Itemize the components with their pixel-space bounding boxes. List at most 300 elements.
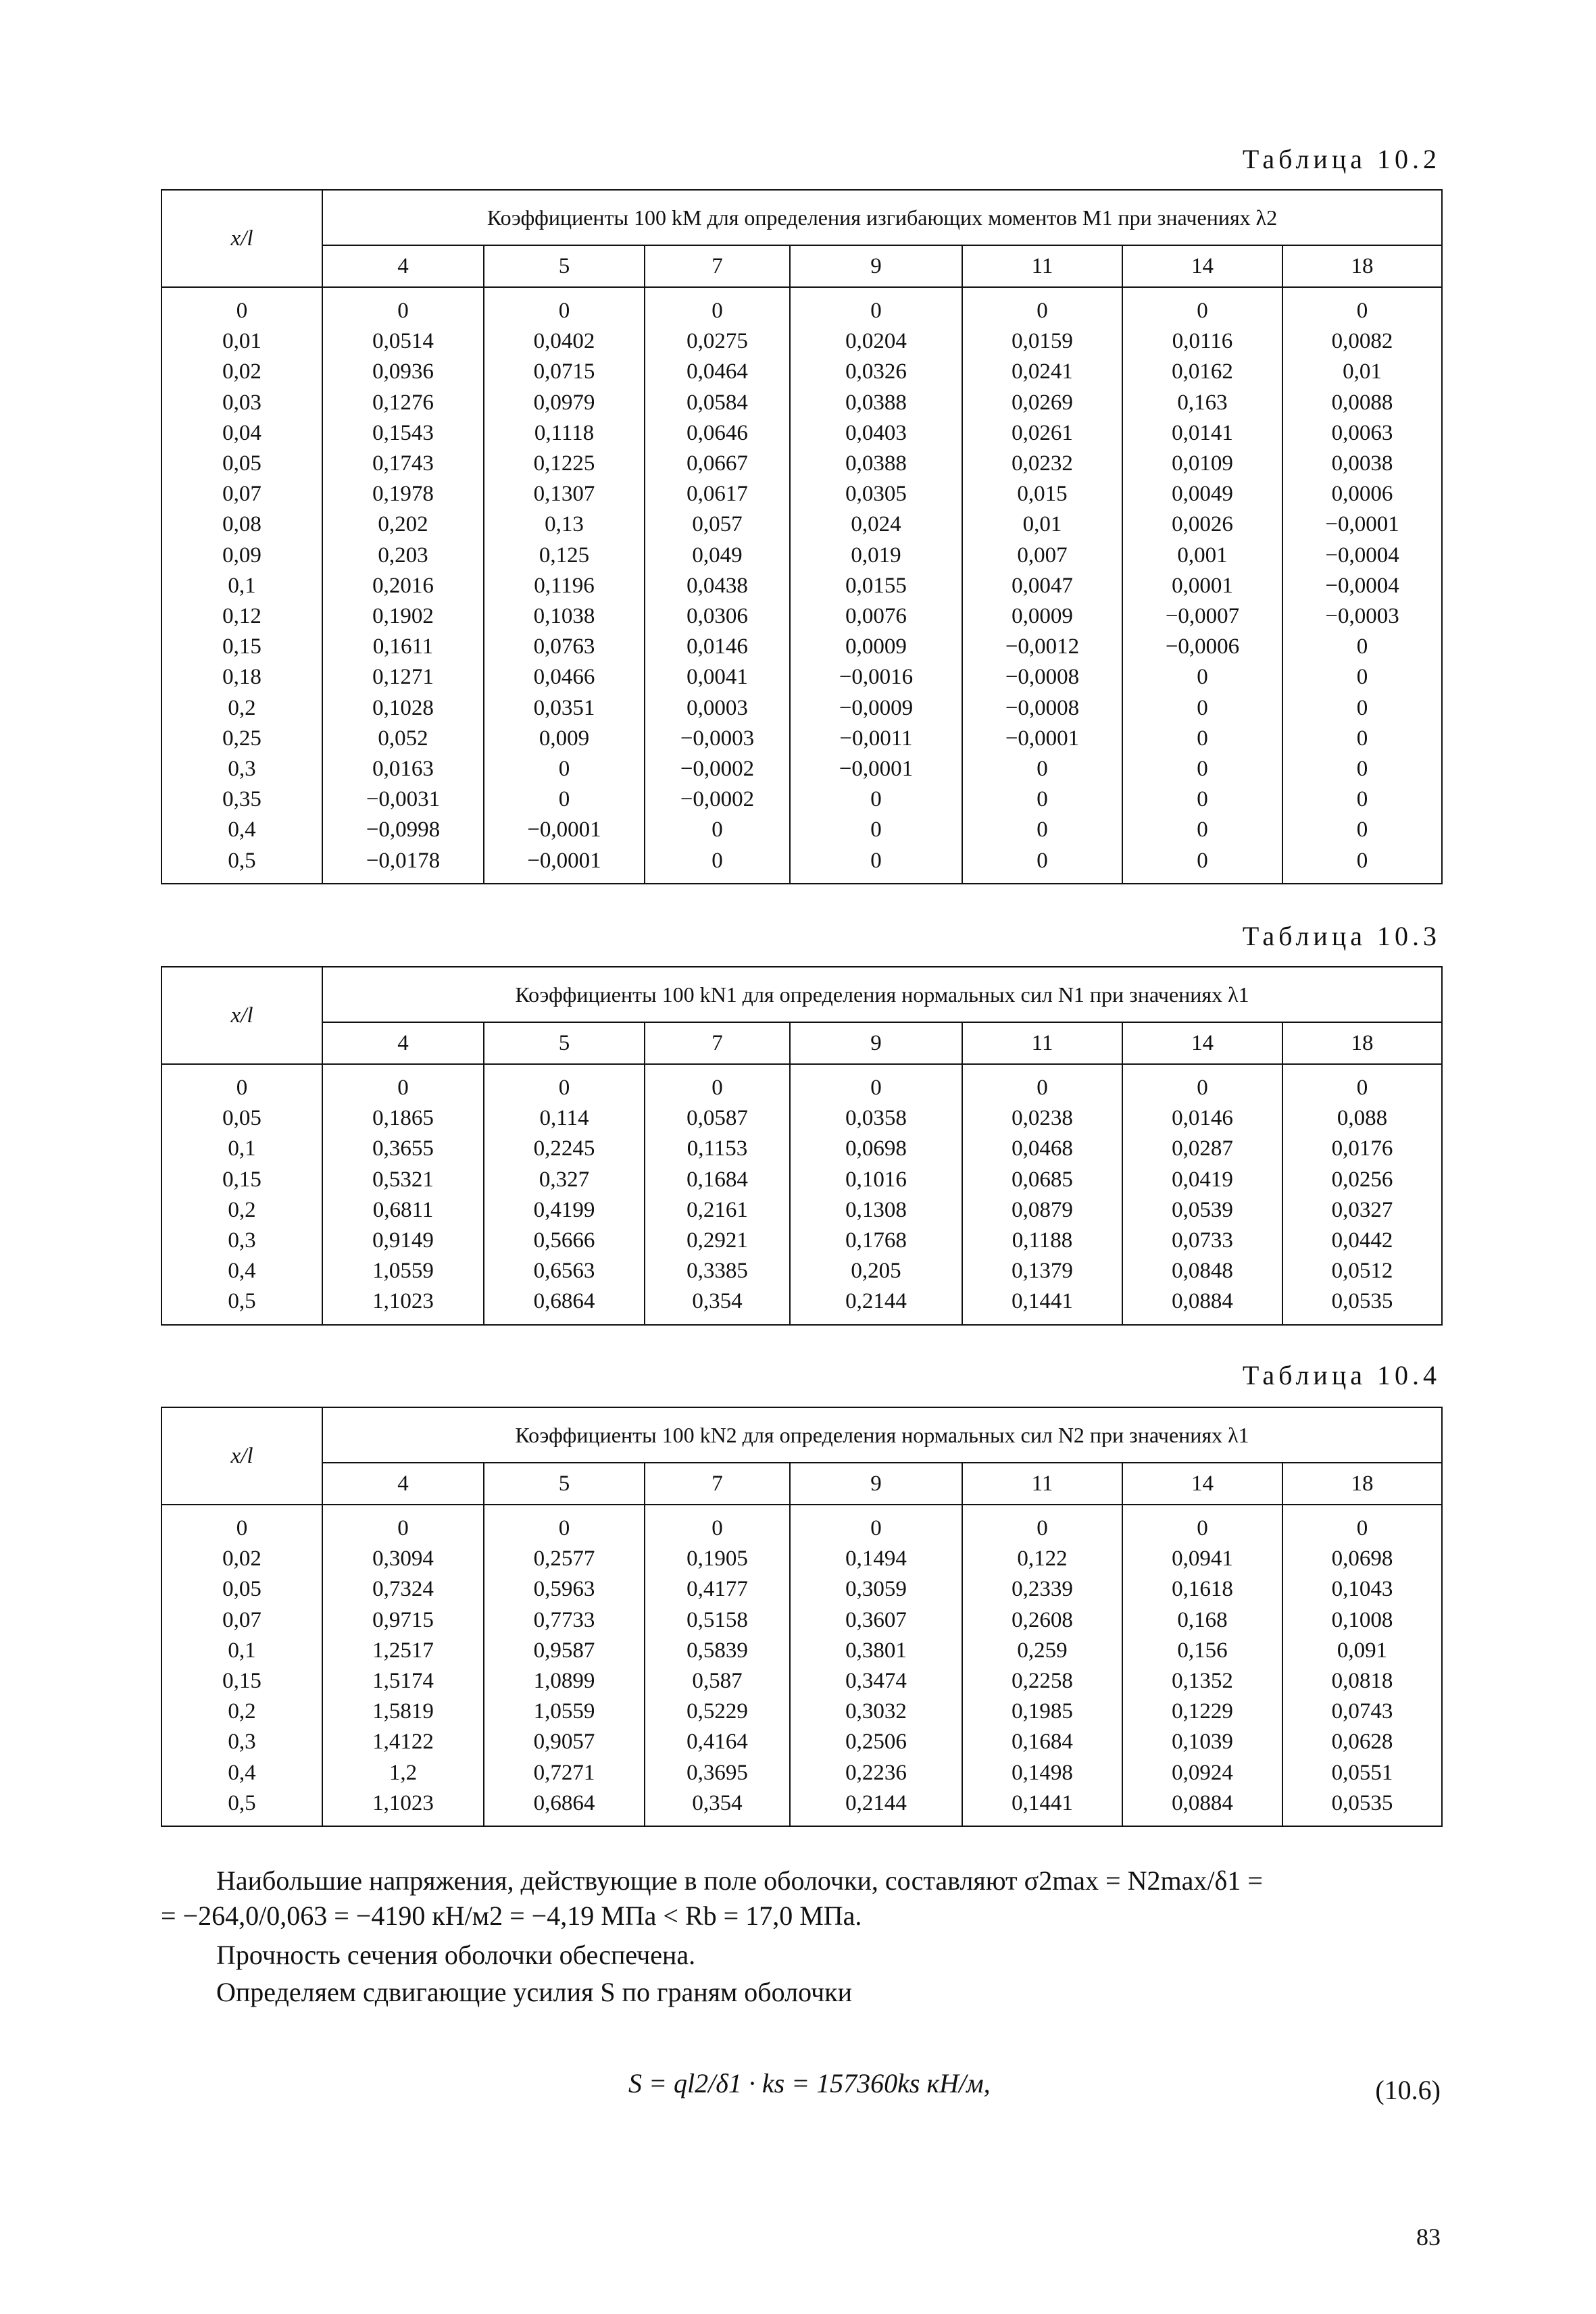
- table-cell: 0,0038: [1331, 451, 1393, 476]
- table-cell: 0: [397, 1516, 409, 1540]
- table-cell: 0: [1037, 1516, 1048, 1540]
- table-cell: 0,0698: [845, 1136, 907, 1161]
- table-cell: 0,007: [1017, 543, 1068, 568]
- table-cell: 0,6811: [372, 1197, 434, 1222]
- table-cell: 0: [1037, 1076, 1048, 1100]
- table-cell: 0: [870, 848, 882, 873]
- table-cell: 0,0941: [1172, 1546, 1233, 1571]
- table-cell: 0,1: [228, 1136, 256, 1161]
- table-cell: −0,0001: [527, 848, 601, 873]
- table-cell: 1,0899: [533, 1669, 595, 1694]
- table-cell: 0,3032: [845, 1699, 907, 1724]
- table-cell: 0,0287: [1172, 1136, 1233, 1161]
- table-cell: 0,0442: [1331, 1228, 1393, 1253]
- table-cell: 0,3059: [845, 1577, 907, 1602]
- table-body-row: [161, 1064, 1442, 1325]
- table-cell: 0,1039: [1172, 1730, 1233, 1755]
- table-cell: 0,9149: [372, 1228, 434, 1253]
- table-cell: 0,0275: [687, 329, 748, 354]
- table-cell: 0,0088: [1331, 390, 1393, 415]
- table-cell: 0: [1197, 665, 1208, 690]
- table-cell: 0,0241: [1012, 359, 1073, 384]
- table-cell: 0,0936: [372, 359, 434, 384]
- column-header: 4: [322, 1463, 484, 1505]
- value-column: [1282, 287, 1442, 884]
- table-cell: 0,0082: [1331, 329, 1393, 354]
- table-cell: 0,0047: [1012, 573, 1073, 598]
- column-header: 14: [1122, 1022, 1282, 1064]
- table-10-4-caption: Таблица 10.4: [1242, 1360, 1441, 1390]
- table-cell: 0,3474: [845, 1669, 907, 1694]
- table-cell: 0: [1356, 1516, 1368, 1540]
- formula-10-6: S = ql2/δ1 · ks = 157360ks кН/м,: [628, 2068, 991, 2098]
- column-header: 5: [484, 245, 645, 287]
- column-header: 9: [790, 245, 962, 287]
- table-cell: 0,07: [222, 482, 261, 507]
- table-cell: 0,0715: [533, 359, 595, 384]
- value-column: [484, 287, 645, 884]
- table-cell: 0: [558, 299, 570, 323]
- table-cell: 0,0698: [1331, 1546, 1393, 1571]
- table-cell: 0,0535: [1331, 1289, 1393, 1314]
- table-cell: 0,1271: [372, 665, 434, 690]
- column-header: 7: [645, 1463, 790, 1505]
- equation-number: (10.6): [1375, 2075, 1441, 2105]
- column-header: 9: [790, 1463, 962, 1505]
- table-cell: 0,1985: [1012, 1699, 1073, 1724]
- table-cell: 0,5963: [533, 1577, 595, 1602]
- table-cell: 0: [1356, 757, 1368, 782]
- table-cell: 0,2: [228, 1197, 256, 1222]
- table-cell: 0,088: [1337, 1106, 1388, 1131]
- table-cell: 0,0109: [1172, 451, 1233, 476]
- table-cell: 0,0535: [1331, 1790, 1393, 1815]
- table-cell: −0,0002: [680, 757, 755, 782]
- table-cell: 0,0256: [1331, 1167, 1393, 1192]
- table-cell: 0,03: [222, 390, 261, 415]
- paragraph-strength: Прочность сечения оболочки обеспечена.: [216, 1940, 696, 1970]
- table-cell: 0,057: [692, 512, 743, 537]
- table-cell: 0,2016: [372, 573, 434, 598]
- paragraph-stress-line1: Наибольшие напряжения, действующие в поле оболочки, составляют σ2max = N2max/δ1 =: [216, 1865, 1263, 1896]
- column-header: 5: [484, 1022, 645, 1064]
- table-body-row: [161, 1505, 1442, 1826]
- table-cell: 0,0351: [533, 695, 595, 720]
- table-cell: 0,04: [222, 420, 261, 445]
- table-cell: 0,125: [539, 543, 590, 568]
- table-cell: 0,6864: [533, 1289, 595, 1314]
- table-cell: 0: [236, 299, 248, 323]
- table-cell: 0,0884: [1172, 1790, 1233, 1815]
- table-cell: 0,0238: [1012, 1106, 1073, 1131]
- value-column: [790, 1505, 962, 1826]
- table-cell: −0,0001: [1325, 512, 1399, 537]
- table-cell: 0,1743: [372, 451, 434, 476]
- table-cell: 0,7324: [372, 1577, 434, 1602]
- table-cell: −0,0004: [1325, 573, 1399, 598]
- table-cell: 0: [1356, 665, 1368, 690]
- column-header: 11: [962, 245, 1122, 287]
- table-cell: 0,001: [1177, 543, 1228, 568]
- table-cell: 0,1611: [372, 634, 434, 659]
- table-cell: 0,2245: [533, 1136, 595, 1161]
- table-cell: 0,2: [228, 695, 256, 720]
- table-cell: 0: [558, 1516, 570, 1540]
- table-cell: 0: [1037, 818, 1048, 842]
- value-column: [962, 1064, 1122, 1325]
- table-cell: 0: [558, 787, 570, 812]
- table-cell: 0,203: [378, 543, 428, 568]
- table-cell: 0,0041: [687, 665, 748, 690]
- table-cell: 0,01: [1022, 512, 1062, 537]
- table-body-row: [161, 287, 1442, 884]
- table-cell: 0,0076: [845, 604, 907, 629]
- table-cell: 0,1494: [845, 1546, 907, 1571]
- table-cell: 0,6563: [533, 1259, 595, 1284]
- table-cell: −0,0004: [1325, 543, 1399, 568]
- table-cell: 1,2517: [372, 1638, 434, 1663]
- table-cell: 0,0232: [1012, 451, 1073, 476]
- column-header: 4: [322, 245, 484, 287]
- table-cell: 0,5839: [687, 1638, 748, 1663]
- table-cell: 0,0009: [845, 634, 907, 659]
- table-cell: 0: [558, 757, 570, 782]
- table-cell: 0: [1356, 695, 1368, 720]
- table-cell: 0,09: [222, 543, 261, 568]
- table-cell: 0,0306: [687, 604, 748, 629]
- table-cell: 0,0924: [1172, 1760, 1233, 1785]
- row-header-xl: x/l: [161, 967, 322, 1064]
- table-cell: 0: [1197, 726, 1208, 751]
- table-cell: 0,0848: [1172, 1259, 1233, 1284]
- value-column: [1122, 1505, 1282, 1826]
- table-cell: 0: [870, 1516, 882, 1540]
- table-cell: 0,0162: [1172, 359, 1233, 384]
- value-column: [962, 1505, 1122, 1826]
- table-cell: 0: [1197, 695, 1208, 720]
- value-column: [322, 1505, 484, 1826]
- table-cell: 0,2236: [845, 1760, 907, 1785]
- table-cell: 0: [712, 1516, 723, 1540]
- table-cell: 0,4: [228, 1259, 256, 1284]
- table-cell: 1,1023: [372, 1790, 434, 1815]
- table-cell: 0,052: [378, 726, 428, 751]
- table-cell: 0,3695: [687, 1760, 748, 1785]
- table-10-2: [161, 189, 1443, 884]
- table-cell: 0: [1356, 818, 1368, 842]
- table-cell: 0: [870, 818, 882, 842]
- table-cell: −0,0003: [1325, 604, 1399, 629]
- row-header-xl: x/l: [161, 190, 322, 287]
- column-header: 14: [1122, 245, 1282, 287]
- table-cell: 0,2: [228, 1699, 256, 1724]
- table-10-2-caption: Таблица 10.2: [1242, 144, 1441, 174]
- table-cell: 0,15: [222, 1167, 261, 1192]
- table-cell: 0: [1197, 848, 1208, 873]
- table-cell: 0,9715: [372, 1607, 434, 1632]
- value-column: [962, 287, 1122, 884]
- table-cell: 0: [1037, 787, 1048, 812]
- table-cell: 0: [1356, 848, 1368, 873]
- table-cell: 0,009: [539, 726, 590, 751]
- table-cell: 0,3801: [845, 1638, 907, 1663]
- table-cell: 0,2506: [845, 1730, 907, 1755]
- table-cell: 0,2258: [1012, 1669, 1073, 1694]
- table-cell: 0,0733: [1172, 1228, 1233, 1253]
- table-cell: 0,0587: [687, 1106, 748, 1131]
- table-cell: 0,0419: [1172, 1167, 1233, 1192]
- value-column: [645, 1505, 790, 1826]
- table-cell: 0,01: [1343, 359, 1382, 384]
- table-cell: −0,0008: [1005, 665, 1080, 690]
- table-cell: 0: [1037, 757, 1048, 782]
- table-cell: 0,01: [222, 329, 261, 354]
- table-cell: 0,0979: [533, 390, 595, 415]
- column-header: 7: [645, 245, 790, 287]
- table-cell: 0,1441: [1012, 1289, 1073, 1314]
- table-cell: 0: [712, 848, 723, 873]
- table-cell: 0,0204: [845, 329, 907, 354]
- table-cell: 0: [558, 1076, 570, 1100]
- table-cell: −0,0001: [839, 757, 914, 782]
- table-cell: 0,0763: [533, 634, 595, 659]
- value-column: [1122, 287, 1282, 884]
- table-cell: 0: [236, 1516, 248, 1540]
- table-cell: 0,168: [1177, 1607, 1228, 1632]
- column-header: 18: [1282, 245, 1442, 287]
- table-cell: 0,13: [545, 512, 584, 537]
- table-cell: 0: [712, 818, 723, 842]
- table-cell: 0,0141: [1172, 420, 1233, 445]
- table-cell: 0,1618: [1172, 1577, 1233, 1602]
- row-header-xl: x/l: [161, 1407, 322, 1505]
- table-cell: 0,1008: [1331, 1607, 1393, 1632]
- paragraph-shear: Определяем сдвигающие усилия S по граням оболочки: [216, 1977, 853, 2007]
- table-cell: 0,0438: [687, 573, 748, 598]
- table-cell: 0,3607: [845, 1607, 907, 1632]
- table-cell: 0,08: [222, 512, 261, 537]
- table-cell: 0,1: [228, 573, 256, 598]
- table-cell: 0,354: [692, 1790, 743, 1815]
- table-cell: 0,2161: [687, 1197, 748, 1222]
- table-cell: 0: [1037, 848, 1048, 873]
- table-cell: 0,0464: [687, 359, 748, 384]
- table-cell: 0,0176: [1331, 1136, 1393, 1161]
- table-cell: 0,1229: [1172, 1699, 1233, 1724]
- table-cell: 0,0402: [533, 329, 595, 354]
- table-cell: 0: [1197, 1076, 1208, 1100]
- table-cell: 0,091: [1337, 1638, 1388, 1663]
- table-cell: 0,5321: [372, 1167, 434, 1192]
- table-cell: 0,0159: [1012, 329, 1073, 354]
- column-header: 4: [322, 1022, 484, 1064]
- table-cell: 0,0584: [687, 390, 748, 415]
- column-header: 14: [1122, 1463, 1282, 1505]
- table-cell: 0: [1356, 1076, 1368, 1100]
- table-cell: 0,15: [222, 634, 261, 659]
- table-cell: 0,0026: [1172, 512, 1233, 537]
- table-cell: 0: [870, 299, 882, 323]
- table-cell: 0,2577: [533, 1546, 595, 1571]
- table-cell: 1,1023: [372, 1289, 434, 1314]
- table-cell: 0,02: [222, 1546, 261, 1571]
- table-cell: 0,0818: [1331, 1669, 1393, 1694]
- table-cell: 1,0559: [372, 1259, 434, 1284]
- table-cell: 0: [1356, 634, 1368, 659]
- table-cell: 0,259: [1017, 1638, 1068, 1663]
- table-cell: 0,2608: [1012, 1607, 1073, 1632]
- table-cell: 0,1028: [372, 695, 434, 720]
- table-cell: 0,1865: [372, 1106, 434, 1131]
- table-cell: 0,1308: [845, 1197, 907, 1222]
- table-cell: 0,4199: [533, 1197, 595, 1222]
- table-cell: 0: [1197, 299, 1208, 323]
- value-column: [484, 1064, 645, 1325]
- table-cell: 0,1684: [687, 1167, 748, 1192]
- table-cell: 0,0006: [1331, 482, 1393, 507]
- table-cell: 0,1038: [533, 604, 595, 629]
- table-cell: 0,1543: [372, 420, 434, 445]
- table-header-title: Коэффициенты 100 kN2 для определения нормальных сил N2 при значениях λ1: [322, 1407, 1442, 1463]
- table-cell: 0,5: [228, 848, 256, 873]
- table-cell: 0,1379: [1012, 1259, 1073, 1284]
- value-column: [645, 1064, 790, 1325]
- table-cell: −0,0009: [839, 695, 914, 720]
- table-cell: 0,5229: [687, 1699, 748, 1724]
- paragraph-stress-line2: = −264,0/0,063 = −4190 кН/м2 = −4,19 МПа < Rb = 17,0 МПа.: [161, 1901, 862, 1931]
- table-cell: 0,2339: [1012, 1577, 1073, 1602]
- table-cell: 0,0261: [1012, 420, 1073, 445]
- page-number: 83: [1416, 2223, 1441, 2250]
- table-cell: 0,0539: [1172, 1197, 1233, 1222]
- table-cell: 0: [712, 299, 723, 323]
- table-cell: 0,05: [222, 451, 261, 476]
- table-cell: 0,5158: [687, 1607, 748, 1632]
- table-cell: 0,1188: [1012, 1228, 1073, 1253]
- table-cell: 0,0884: [1172, 1289, 1233, 1314]
- table-cell: 1,0559: [533, 1699, 595, 1724]
- table-cell: 0: [236, 1076, 248, 1100]
- table-cell: 0,3094: [372, 1546, 434, 1571]
- table-cell: 1,2: [389, 1760, 418, 1785]
- xl-column: [161, 287, 322, 884]
- table-cell: 0,0403: [845, 420, 907, 445]
- value-column: [645, 287, 790, 884]
- table-cell: 0,1902: [372, 604, 434, 629]
- table-cell: −0,0012: [1005, 634, 1080, 659]
- table-cell: 0,6864: [533, 1790, 595, 1815]
- value-column: [1282, 1505, 1442, 1826]
- table-cell: 0,0155: [845, 573, 907, 598]
- table-cell: 0,12: [222, 604, 261, 629]
- table-cell: 0: [397, 299, 409, 323]
- value-column: [790, 1064, 962, 1325]
- table-cell: 0,18: [222, 665, 261, 690]
- table-cell: 0,4: [228, 1760, 256, 1785]
- table-cell: 1,5819: [372, 1699, 434, 1724]
- column-header: 18: [1282, 1463, 1442, 1505]
- table-cell: 0: [397, 1076, 409, 1100]
- table-cell: 0,0743: [1331, 1699, 1393, 1724]
- table-cell: 0,1276: [372, 390, 434, 415]
- table-cell: −0,0008: [1005, 695, 1080, 720]
- table-cell: −0,0001: [1005, 726, 1080, 751]
- table-cell: −0,0001: [527, 818, 601, 842]
- table-cell: 0,0146: [687, 634, 748, 659]
- table-cell: 0,0646: [687, 420, 748, 445]
- table-cell: 0,0879: [1012, 1197, 1073, 1222]
- table-cell: 0,0388: [845, 451, 907, 476]
- table-cell: 0,156: [1177, 1638, 1228, 1663]
- table-cell: 0,02: [222, 359, 261, 384]
- table-cell: 0: [1037, 299, 1048, 323]
- table-cell: 0,0327: [1331, 1197, 1393, 1222]
- table-10-3-caption: Таблица 10.3: [1242, 921, 1441, 951]
- xl-column: [161, 1505, 322, 1826]
- table-cell: 0,205: [851, 1259, 901, 1284]
- table-cell: 0,2921: [687, 1228, 748, 1253]
- table-cell: 0: [1197, 1516, 1208, 1540]
- table-cell: −0,0006: [1165, 634, 1240, 659]
- table-cell: −0,0003: [680, 726, 755, 751]
- table-cell: −0,0011: [839, 726, 913, 751]
- table-cell: 0,019: [851, 543, 901, 568]
- table-cell: 0,0388: [845, 390, 907, 415]
- table-cell: 0,1905: [687, 1546, 748, 1571]
- table-cell: 0,9057: [533, 1730, 595, 1755]
- table-cell: 0: [712, 1076, 723, 1100]
- table-cell: 0,0049: [1172, 482, 1233, 507]
- table-cell: 0,0269: [1012, 390, 1073, 415]
- table-cell: 0,1043: [1331, 1577, 1393, 1602]
- value-column: [484, 1505, 645, 1826]
- column-header: 11: [962, 1463, 1122, 1505]
- table-cell: 1,4122: [372, 1730, 434, 1755]
- table-cell: 0: [870, 787, 882, 812]
- column-header: 18: [1282, 1022, 1442, 1064]
- table-cell: 0,024: [851, 512, 901, 537]
- table-cell: 0,1118: [534, 420, 595, 445]
- table-cell: 0,05: [222, 1106, 261, 1131]
- table-cell: 0,1225: [533, 451, 595, 476]
- table-cell: 0,1016: [845, 1167, 907, 1192]
- table-cell: 0,015: [1017, 482, 1068, 507]
- table-cell: 0,0146: [1172, 1106, 1233, 1131]
- value-column: [1122, 1064, 1282, 1325]
- table-cell: 0,354: [692, 1289, 743, 1314]
- table-cell: 0,7271: [533, 1760, 595, 1785]
- table-cell: 0: [1197, 787, 1208, 812]
- table-cell: 0,0163: [372, 757, 434, 782]
- table-cell: 0,3: [228, 1228, 256, 1253]
- table-cell: 0,0551: [1331, 1760, 1393, 1785]
- table-cell: 0,25: [222, 726, 261, 751]
- table-cell: 0,5666: [533, 1228, 595, 1253]
- table-cell: 0,0358: [845, 1106, 907, 1131]
- table-cell: 0,0305: [845, 482, 907, 507]
- table-header-title: Коэффициенты 100 kM для определения изгибающих моментов M1 при значениях λ2: [322, 190, 1442, 245]
- table-cell: 0: [1356, 299, 1368, 323]
- value-column: [322, 287, 484, 884]
- table-cell: 0,1307: [533, 482, 595, 507]
- table-cell: 0,15: [222, 1669, 261, 1694]
- table-10-4: [161, 1407, 1443, 1827]
- table-cell: 0,1441: [1012, 1790, 1073, 1815]
- table-cell: 0,0326: [845, 359, 907, 384]
- table-cell: 0,0514: [372, 329, 434, 354]
- table-cell: 0,5: [228, 1790, 256, 1815]
- column-header: 9: [790, 1022, 962, 1064]
